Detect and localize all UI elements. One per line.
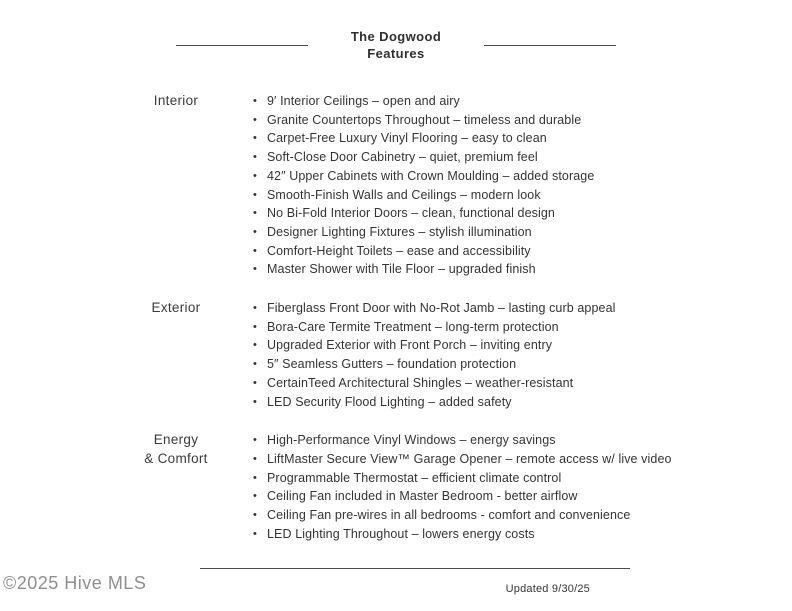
feature-item: • 9′ Interior Ceilings – open and airy	[253, 92, 594, 111]
updated-date: Updated 9/30/25	[505, 583, 590, 595]
section-label-text: Interior	[153, 93, 199, 108]
feature-item: • CertainTeed Architectural Shingles – weather-resistant	[253, 374, 616, 393]
section-label	[120, 299, 232, 411]
section-exterior	[120, 299, 720, 411]
footer-rule	[200, 568, 630, 569]
feature-item: • Smooth-Finish Walls and Ceilings – modern look	[253, 186, 594, 205]
feature-list	[253, 431, 672, 543]
feature-item: • Upgraded Exterior with Front Porch – inviting entry	[253, 336, 616, 355]
section-label-text: Energy	[153, 432, 199, 448]
feature-item: • LED Security Flood Lighting – added safety	[253, 393, 616, 412]
feature-item: • Carpet-Free Luxury Vinyl Flooring – easy to clean	[253, 129, 594, 148]
feature-item: • 42″ Upper Cabinets with Crown Moulding – added storage	[253, 167, 594, 186]
feature-item: • Bora-Care Termite Treatment – long-term protection	[253, 318, 616, 337]
feature-item: • LED Lighting Throughout – lowers energy costs	[253, 525, 672, 544]
feature-item: • Fiberglass Front Door with No-Rot Jamb – lasting curb appeal	[253, 299, 616, 318]
feature-item: • Ceiling Fan pre-wires in all bedrooms - comfort and convenience	[253, 506, 672, 525]
feature-item: • Granite Countertops Throughout – timeless and durable	[253, 111, 594, 130]
section-interior	[120, 92, 720, 279]
feature-item: • Programmable Thermostat – efficient climate control	[253, 469, 672, 488]
header-rule-right	[484, 45, 616, 46]
feature-item: • Soft-Close Door Cabinetry – quiet, premium feel	[253, 148, 594, 167]
header-rule-left	[176, 45, 308, 46]
section-label	[120, 431, 232, 543]
feature-item: • Comfort-Height Toilets – ease and accessibility	[253, 242, 594, 261]
feature-item: • No Bi-Fold Interior Doors – clean, functional design	[253, 204, 594, 223]
section-energy-comfort	[120, 431, 720, 543]
title-block	[308, 28, 484, 62]
feature-sections	[120, 92, 720, 563]
page-title: The Dogwood	[350, 29, 442, 44]
header	[176, 28, 616, 62]
page-subtitle: Features	[367, 46, 425, 61]
feature-list	[253, 92, 594, 279]
feature-item: • Ceiling Fan included in Master Bedroom - better airflow	[253, 487, 672, 506]
feature-item: • Master Shower with Tile Floor – upgraded finish	[253, 260, 594, 279]
feature-item: • Designer Lighting Fixtures – stylish illumination	[253, 223, 594, 242]
section-label	[120, 92, 232, 279]
feature-item: • LiftMaster Secure View™ Garage Opener – remote access w/ live video	[253, 450, 672, 469]
copyright-watermark: ©2025 Hive MLS	[3, 573, 147, 593]
feature-item: • 5″ Seamless Gutters – foundation protection	[253, 355, 616, 374]
section-label-text: Exterior	[151, 300, 201, 316]
section-label-text-line2: & Comfort	[144, 450, 208, 466]
feature-item: • High-Performance Vinyl Windows – energy savings	[253, 431, 672, 450]
feature-list	[253, 299, 616, 411]
